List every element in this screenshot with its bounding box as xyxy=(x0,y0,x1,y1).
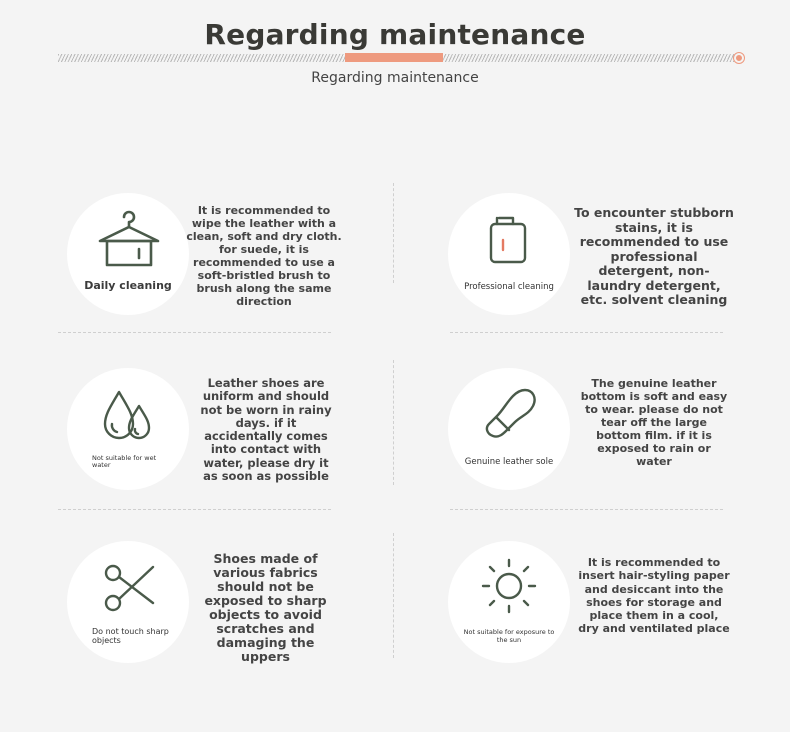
hanger-icon xyxy=(94,207,164,277)
row-separator xyxy=(58,332,331,333)
icon-circle xyxy=(448,541,570,663)
water-drops-icon xyxy=(99,386,159,446)
care-item-description: It is recommended to wipe the leather with a clean, soft and dry cloth. for suede, it is recommended to use a soft-bristled brush to brush along the same direction xyxy=(186,204,342,308)
luggage-icon xyxy=(479,208,539,268)
icon-circle xyxy=(67,541,189,663)
icon-circle xyxy=(67,368,189,490)
icon-circle xyxy=(448,368,570,490)
icon-circle xyxy=(448,193,570,315)
care-item-description: To encounter stubborn stains, it is recommended to use professional detergent, non-laundry detergent, etc. solvent cleaning xyxy=(574,205,734,307)
care-item-description: It is recommended to insert hair-styling paper and desiccant into the shoes for storage and place them in a cool, dry and ventilated place xyxy=(578,556,730,636)
care-item-description: The genuine leather bottom is soft and easy to wear. please do not tear off the large bottom film. if it is exposed to rain or water xyxy=(580,377,728,468)
icon-circle xyxy=(67,193,189,315)
shoe-sole-icon xyxy=(481,384,541,444)
care-item-label: Daily cleaning xyxy=(84,279,172,292)
page-subtitle: Regarding maintenance xyxy=(311,70,479,86)
sun-icon xyxy=(479,556,539,616)
care-item-description: Leather shoes are uniform and should not be worn in rainy days. if it accidentally comes into contact with water, please dry it as soon as possible xyxy=(200,376,332,484)
divider-end-dot xyxy=(734,53,744,63)
row-separator xyxy=(58,509,331,510)
care-item-label: Not suitable for exposure to the sun xyxy=(463,628,555,644)
title-accent-bar xyxy=(345,53,443,62)
page-title: Regarding maintenance xyxy=(204,18,586,51)
row-separator xyxy=(450,509,723,510)
care-item-label: Do not touch sharp objects xyxy=(92,627,169,645)
care-item-description: Shoes made of various fabrics should not be exposed to sharp objects to avoid scratches and damaging the uppers xyxy=(204,551,327,664)
scissors-icon xyxy=(99,559,159,619)
row-separator xyxy=(450,332,723,333)
column-separator xyxy=(393,360,394,485)
care-item-label: Professional cleaning xyxy=(464,282,554,292)
care-item-label: Genuine leather sole xyxy=(464,457,554,467)
care-item-label: Not suitable for wet water xyxy=(92,454,157,469)
column-separator xyxy=(393,183,394,283)
column-separator xyxy=(393,533,394,658)
